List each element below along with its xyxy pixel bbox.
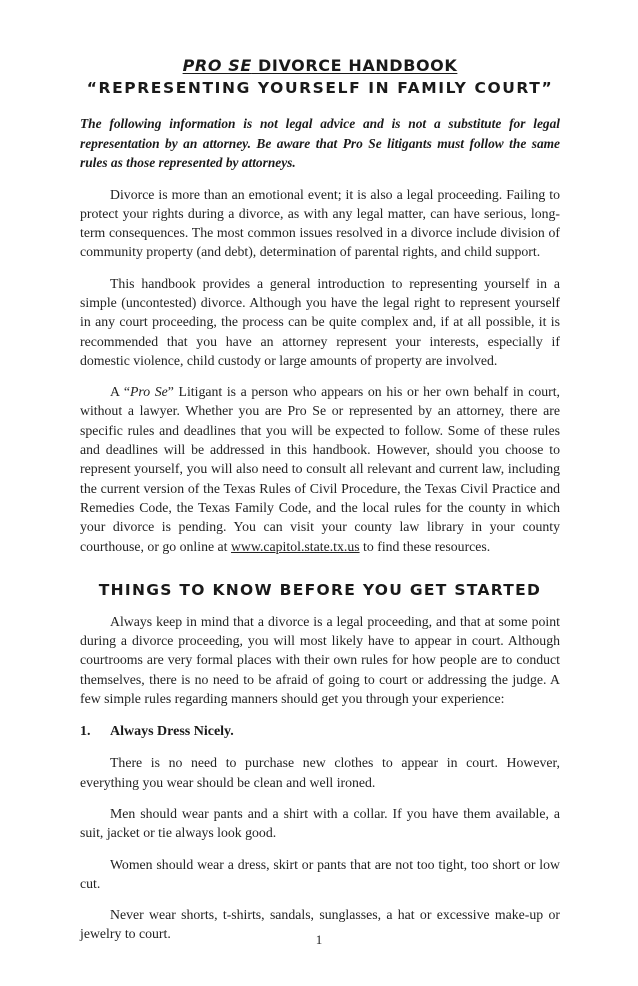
paragraph-section-intro: Always keep in mind that a divorce is a legal proceeding, and that at some point during a divorce proceeding, you will most likely have to appear in court. Although courtrooms are very formal places with their own rules for how people are to conduct themselves, there is no need to be afraid of going to court or addressing the judge. A few simple rules regarding manners should get you through your experience: xyxy=(80,613,560,707)
item-title: Always Dress Nicely. xyxy=(110,724,234,740)
paragraph-handbook-purpose: This handbook provides a general introduction to representing yourself in a simple (uncontested) divorce. Although you have the legal right to represent yourself in any court proceeding, the process can be quite complex and, if at all possible, it is recommended that you have an attorney represent your interests, especially if domestic violence, child custody or large amounts of property are involved. xyxy=(80,275,560,368)
paragraph-divorce-intro: Divorce is more than an emotional event; it is also a legal proceeding. Failing to protect your rights during a divorce, as with any legal matter, can have serious, long-term consequences. The most common issues resolved in a divorce include division of community property (and debt), determination of parental rights, and child support. xyxy=(80,186,560,260)
title-rest: DIVORCE HANDBOOK xyxy=(251,56,458,75)
numbered-item-dress xyxy=(80,722,560,741)
handbook-title xyxy=(80,56,560,76)
p3-part-c: to find these resources. xyxy=(359,538,491,554)
page-content xyxy=(80,56,560,944)
p3-part-b: ” Litigant is a person who appears on his or her own behalf in court, without a lawyer. Whether you are Pro Se or represented by an attorney, there are specific rules and deadlines that you will be expected to follow. Some of these rules and deadlines will be addressed in this handbook. However, should you choose to represent yourself, you will also need to consult all relevant and current law, including the current version of the Texas Rules of Civil Procedure, the Texas Civil Practice and Remedies Code, the Texas Family Code, and the local rules for the county in which your divorce is pending. You can visit your county law library in your county courthouse, or go online at xyxy=(80,384,560,554)
paragraph-pro-se-definition xyxy=(80,382,560,556)
paragraph-dress-women: Women should wear a dress, skirt or pants that are not too tight, too short or low cut. xyxy=(80,856,560,891)
paragraph-dress-men: Men should wear pants and a shirt with a collar. If you have them available, a suit, jacket or tie always look good. xyxy=(80,805,560,841)
p3-italic-pro-se: Pro Se xyxy=(129,384,168,400)
section-heading: THINGS TO KNOW BEFORE YOU GET STARTED xyxy=(98,580,542,599)
paragraph-dress-clean: There is no need to purchase new clothes to appear in court. However, everything you wear should be clean and well ironed. xyxy=(80,755,560,790)
paragraph-dress-never: Never wear shorts, t-shirts, sandals, sunglasses, a hat or excessive make-up or jewelry to court. xyxy=(80,907,560,942)
disclaimer: The following information is not legal advice and is not a substitute for legal representation by an attorney. Be aware that Pro Se litigants must follow the same rules as those represented by attorneys. xyxy=(80,116,560,170)
handbook-subtitle: “REPRESENTING YOURSELF IN FAMILY COURT” xyxy=(86,79,554,97)
item-number: 1. xyxy=(80,724,91,740)
page-number: 1 xyxy=(315,932,323,947)
p3-part-a: A “ xyxy=(110,384,130,400)
title-pro-se: PRO SE xyxy=(182,56,252,75)
capitol-link[interactable]: www.capitol.state.tx.us xyxy=(230,538,360,554)
